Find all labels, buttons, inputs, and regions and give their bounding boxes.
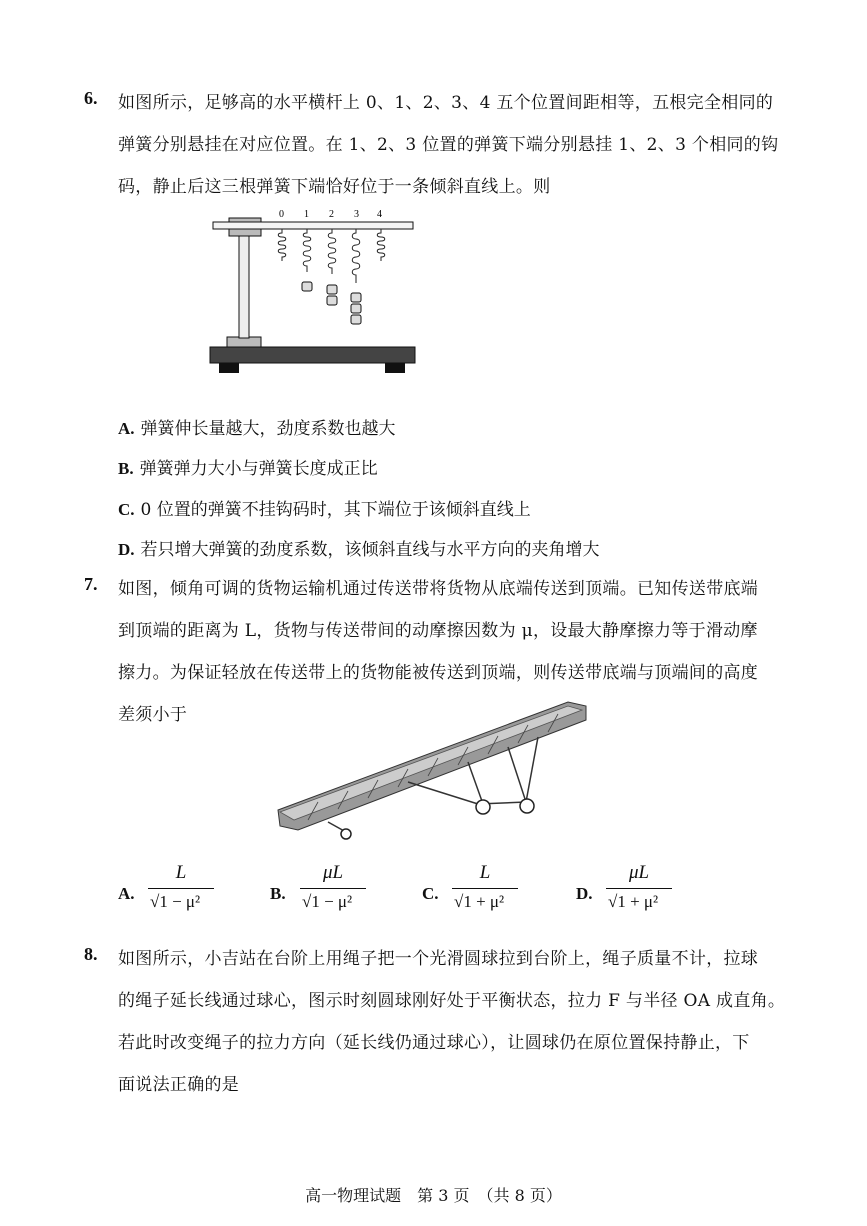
fraction-numerator: L <box>175 862 187 883</box>
question-7-number: 7. <box>84 574 98 594</box>
option-letter: D. <box>576 884 593 903</box>
fraction-denominator: √1 − μ² <box>302 892 353 911</box>
option-letter: A. <box>118 884 135 903</box>
question-8-line-4: 面说法正确的是 <box>118 1075 240 1095</box>
question-8-number: 8. <box>84 944 98 964</box>
question-7-line-3: 擦力。为保证轻放在传送带上的货物能被传送到顶端，则传送带底端与顶端间的高度 <box>118 663 759 683</box>
question-6-line-1: 如图所示，足够高的水平横杆上 0、1、2、3、4 五个位置间距相等，五根完全相同的 <box>118 93 774 113</box>
option-letter: C. <box>422 884 439 903</box>
option-letter: B. <box>118 459 134 478</box>
fraction-numerator: μL <box>628 862 650 883</box>
option-letter: B. <box>270 884 286 903</box>
question-6-number: 6. <box>84 88 98 108</box>
question-7-option-c[interactable] <box>422 862 542 922</box>
option-letter: A. <box>118 419 135 438</box>
question-6-option-d[interactable] <box>118 535 600 560</box>
fraction-bar <box>300 888 366 889</box>
fraction-bar <box>452 888 518 889</box>
fraction-numerator: μL <box>322 862 344 883</box>
question-7-option-a[interactable] <box>118 862 238 922</box>
position-label-3: 3 <box>354 209 359 220</box>
question-6-line-2: 弹簧分别悬挂在对应位置。在 1、2、3 位置的弹簧下端分别悬挂 1、2、3 个相同的钩 <box>118 135 779 155</box>
fraction-denominator: √1 + μ² <box>608 892 659 911</box>
question-6-option-c[interactable] <box>118 495 531 520</box>
question-6-option-a[interactable] <box>118 414 396 439</box>
fraction-numerator: L <box>479 862 491 883</box>
option-letter: C. <box>118 500 135 519</box>
option-text: 弹簧弹力大小与弹簧长度成正比 <box>139 459 378 479</box>
position-label-2: 2 <box>329 209 334 220</box>
spring-apparatus-figure <box>205 200 425 380</box>
option-letter: D. <box>118 540 135 559</box>
question-8-line-3: 若此时改变绳子的拉力方向（延长线仍通过球心），让圆球仍在原位置保持静止，下 <box>118 1033 750 1053</box>
question-7-line-4: 差须小于 <box>118 705 188 725</box>
question-8-line-2: 的绳子延长线通过球心，图示时刻圆球刚好处于平衡状态，拉力 F 与半径 OA 成直角。 <box>118 991 786 1011</box>
fraction-bar <box>606 888 672 889</box>
option-text: 若只增大弹簧的劲度系数，该倾斜直线与水平方向的夹角增大 <box>140 540 600 560</box>
option-text: 0 位置的弹簧不挂钩码时，其下端位于该倾斜直线上 <box>140 500 531 520</box>
question-6-line-3: 码，静止后这三根弹簧下端恰好位于一条倾斜直线上。则 <box>118 177 551 197</box>
question-7-option-d[interactable] <box>576 862 696 922</box>
question-8-line-1: 如图所示，小吉站在台阶上用绳子把一个光滑圆球拉到台阶上，绳子质量不计，拉球 <box>118 949 759 969</box>
position-label-1: 1 <box>304 209 309 220</box>
question-7-option-b[interactable] <box>270 862 390 922</box>
question-7-line-1: 如图，倾角可调的货物运输机通过传送带将货物从底端传送到顶端。已知传送带底端 <box>118 579 759 599</box>
position-label-4: 4 <box>377 209 382 220</box>
position-label-0: 0 <box>279 209 284 220</box>
fraction-denominator: √1 + μ² <box>454 892 505 911</box>
fraction-bar <box>148 888 214 889</box>
fraction-denominator: √1 − μ² <box>150 892 201 911</box>
page-footer: 高一物理试题 第 3 页 （共 8 页） <box>305 1186 562 1205</box>
question-6-option-b[interactable] <box>118 454 378 479</box>
question-7-line-2: 到顶端的距离为 L，货物与传送带间的动摩擦因数为 μ，设最大静摩擦力等于滑动摩 <box>118 621 758 641</box>
conveyor-machine-figure <box>268 692 598 842</box>
option-text: 弹簧伸长量越大，劲度系数也越大 <box>140 419 396 439</box>
